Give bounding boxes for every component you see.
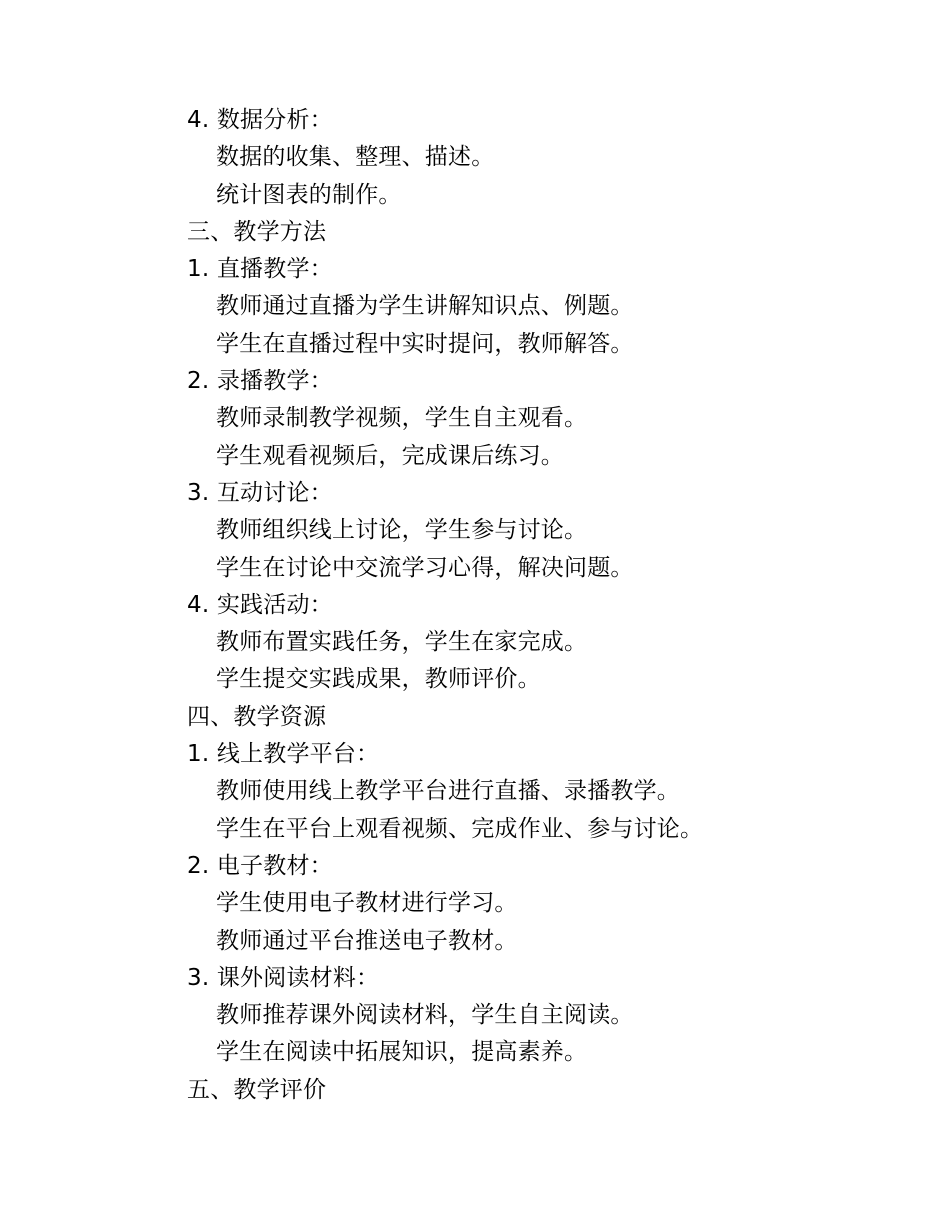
document-body xyxy=(187,102,887,1109)
list-item-recorded-teaching: 2. 录播教学： xyxy=(187,368,333,395)
list-subitem: 数据的收集、整理、描述。 xyxy=(216,144,495,171)
list-subitem: 教师录制教学视频，学生自主观看。 xyxy=(216,405,588,432)
section-heading-teaching-resources: 四、教学资源 xyxy=(187,703,327,730)
list-item-data-analysis: 4. 数据分析： xyxy=(187,107,333,133)
list-subitem: 学生提交实践成果，教师评价。 xyxy=(216,666,541,693)
list-subitem: 学生在阅读中拓展知识，提高素养。 xyxy=(216,1039,588,1066)
list-subitem: 学生使用电子教材进行学习。 xyxy=(216,890,518,917)
list-subitem: 教师推荐课外阅读材料，学生自主阅读。 xyxy=(216,1002,634,1029)
list-subitem: 学生观看视频后，完成课后练习。 xyxy=(216,442,564,469)
list-item-electronic-textbook: 2. 电子教材： xyxy=(187,852,333,879)
list-subitem: 教师使用线上教学平台进行直播、录播教学。 xyxy=(216,778,680,805)
list-subitem: 教师通过直播为学生讲解知识点、例题。 xyxy=(216,293,634,320)
list-subitem: 学生在平台上观看视频、完成作业、参与讨论。 xyxy=(216,815,704,842)
list-item-interactive-discussion: 3. 互动讨论： xyxy=(187,479,333,506)
list-subitem: 教师组织线上讨论，学生参与讨论。 xyxy=(216,517,588,544)
section-heading-teaching-methods: 三、教学方法 xyxy=(187,218,327,245)
list-subitem: 学生在直播过程中实时提问，教师解答。 xyxy=(216,330,634,357)
section-heading-teaching-evaluation: 五、教学评价 xyxy=(187,1076,327,1103)
list-subitem: 教师通过平台推送电子教材。 xyxy=(216,927,518,954)
list-subitem: 统计图表的制作。 xyxy=(216,181,402,208)
list-item-practice-activities: 4. 实践活动： xyxy=(187,591,333,618)
list-subitem: 学生在讨论中交流学习心得，解决问题。 xyxy=(216,554,634,581)
list-subitem: 教师布置实践任务，学生在家完成。 xyxy=(216,629,588,656)
list-item-live-teaching: 1. 直播教学： xyxy=(187,256,333,283)
list-item-online-platform: 1. 线上教学平台： xyxy=(187,741,380,768)
list-item-extracurricular-reading: 3. 课外阅读材料： xyxy=(187,964,380,991)
